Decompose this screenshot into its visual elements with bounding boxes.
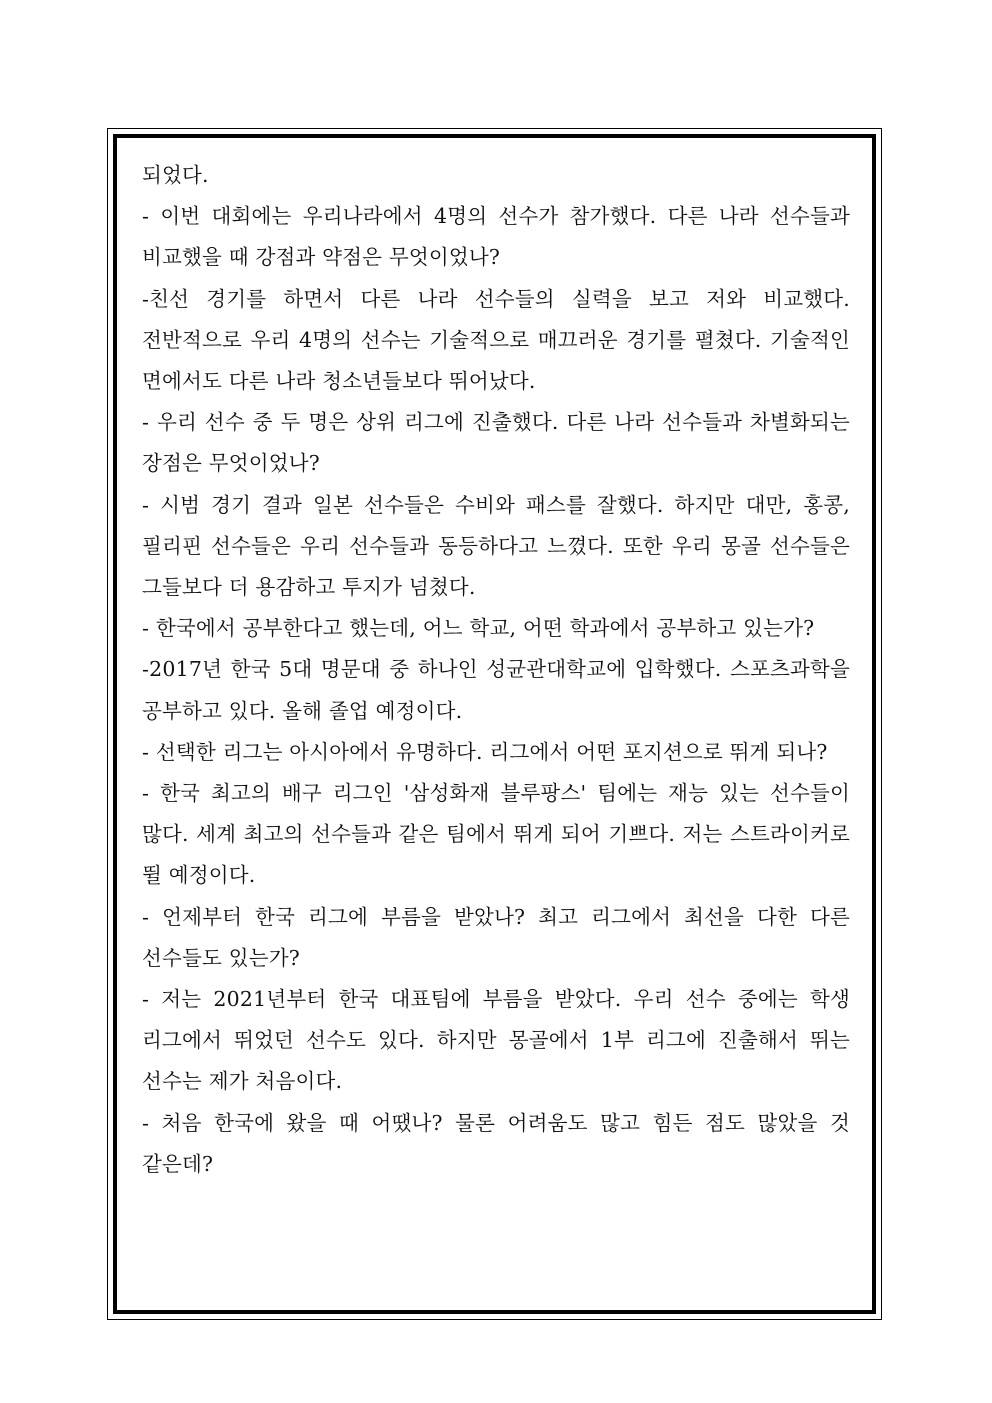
interview-text-body — [142, 155, 850, 1185]
paragraph-question: - 이번 대회에는 우리나라에서 4명의 선수가 참가했다. 다른 나라 선수들과 비교했을 때 강점과 약점은 무엇이었나? — [142, 204, 850, 270]
paragraph-answer: - 한국 최고의 배구 리그인 '삼성화재 블루팡스' 팀에는 재능 있는 선수들이 많다. 세계 최고의 선수들과 같은 팀에서 뛰게 되어 기쁘다. 저는 스트라이커로 뛸 예정이다. — [142, 781, 850, 888]
paragraph-answer: -친선 경기를 하면서 다른 나라 선수들의 실력을 보고 저와 비교했다. 전반적으로 우리 4명의 선수는 기술적으로 매끄러운 경기를 펼쳤다. 기술적인 면에서도 다른 나라 청소년들보다 뛰어났다. — [142, 286, 850, 394]
paragraph-answer: -2017년 한국 5대 명문대 중 하나인 성균관대학교에 입학했다. 스포츠과학을 공부하고 있다. 올해 졸업 예정이다. — [142, 657, 850, 723]
paragraph-question: - 한국에서 공부한다고 했는데, 어느 학교, 어떤 학과에서 공부하고 있는가? — [142, 616, 815, 641]
paragraph-question: - 우리 선수 중 두 명은 상위 리그에 진출했다. 다른 나라 선수들과 차별화되는 장점은 무엇이었나? — [142, 410, 850, 476]
paragraph-question: - 언제부터 한국 리그에 부름을 받았나? 최고 리그에서 최선을 다한 다른 선수들도 있는가? — [142, 904, 850, 970]
paragraph-continuation: 되었다. — [142, 163, 209, 187]
paragraph-question: - 처음 한국에 왔을 때 어땠나? 물론 어려움도 많고 힘든 점도 많았을 것 같은데? — [142, 1110, 850, 1176]
paragraph-answer: - 시범 경기 결과 일본 선수들은 수비와 패스를 잘했다. 하지만 대만, 홍콩, 필리핀 선수들은 우리 선수들과 동등하다고 느꼈다. 또한 우리 몽골 선수들은 그들보다 더 용감하고 투지가 넘쳤다. — [142, 492, 850, 600]
paragraph-question: - 선택한 리그는 아시아에서 유명하다. 리그에서 어떤 포지션으로 뛰게 되나? — [142, 739, 828, 764]
paragraph-answer: - 저는 2021년부터 한국 대표팀에 부름을 받았다. 우리 선수 중에는 학생 리그에서 뛰었던 선수도 있다. 하지만 몽골에서 1부 리그에 진출해서 뛰는 선수는 제가 처음이다. — [142, 987, 850, 1094]
